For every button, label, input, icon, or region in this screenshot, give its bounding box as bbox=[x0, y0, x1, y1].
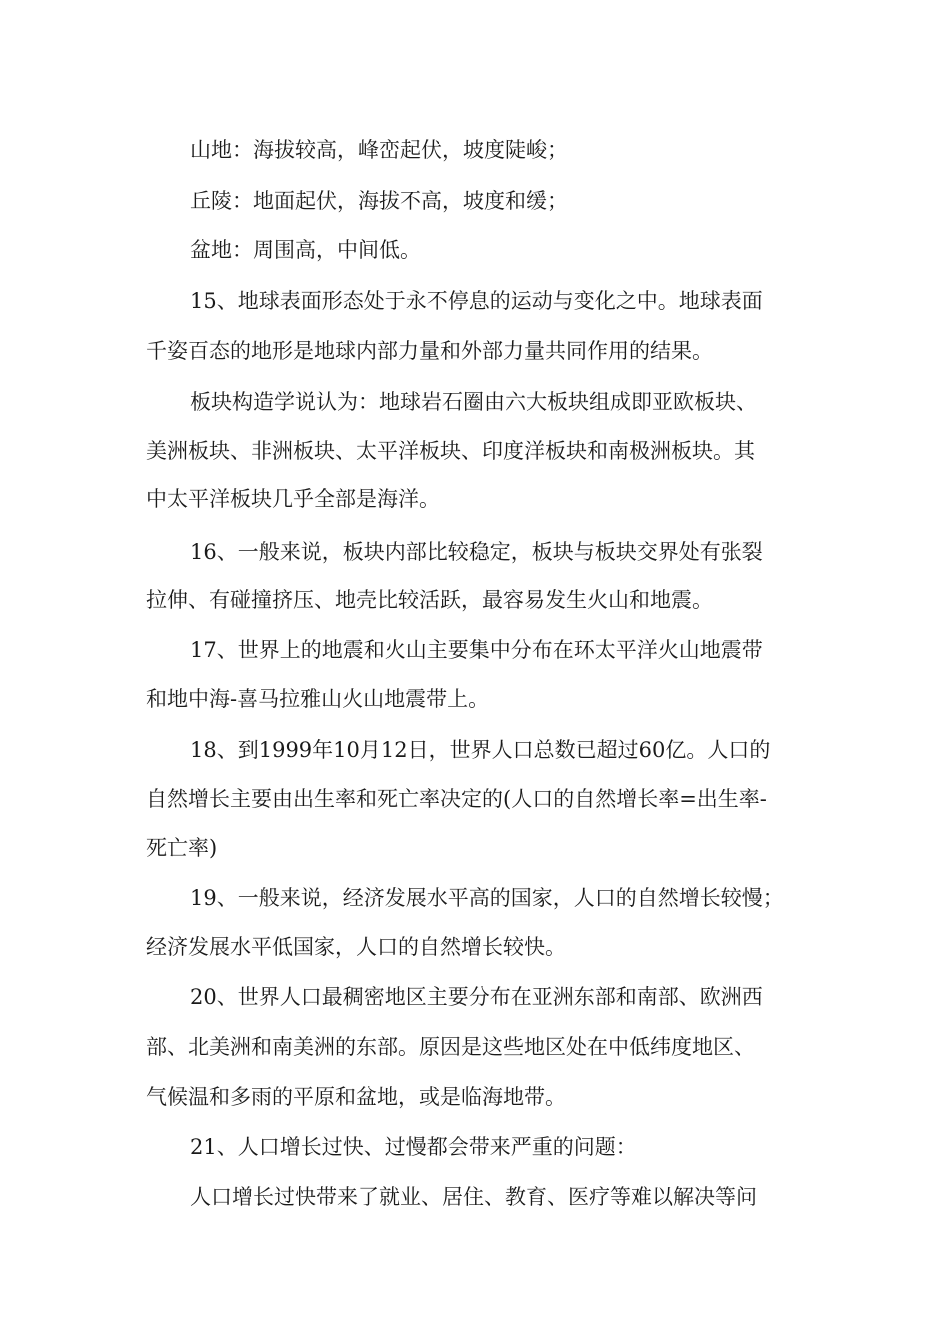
text-line: 拉伸、有碰撞挤压、地壳比较活跃，最容易发生火山和地震。 bbox=[146, 588, 713, 612]
text-line: 死亡率) bbox=[146, 836, 218, 860]
text-line: 气候温和多雨的平原和盆地，或是临海地带。 bbox=[146, 1085, 566, 1109]
text-line: 20、世界人口最稠密地区主要分布在亚洲东部和南部、欧洲西 bbox=[190, 985, 763, 1009]
text-line: 千姿百态的地形是地球内部力量和外部力量共同作用的结果。 bbox=[146, 339, 713, 363]
text-line: 经济发展水平低国家，人口的自然增长较快。 bbox=[146, 935, 566, 959]
text-line: 自然增长主要由出生率和死亡率决定的(人口的自然增长率=出生率- bbox=[146, 787, 767, 811]
text-line: 18、到1999年10月12日，世界人口总数已超过60亿。人口的 bbox=[190, 738, 771, 762]
text-line: 盆地：周围高，中间低。 bbox=[190, 238, 421, 262]
text-line: 人口增长过快带来了就业、居住、教育、医疗等难以解决等问 bbox=[190, 1185, 757, 1209]
text-line: 21、人口增长过快、过慢都会带来严重的问题： bbox=[190, 1135, 637, 1159]
text-line: 板块构造学说认为：地球岩石圈由六大板块组成即亚欧板块、 bbox=[190, 390, 757, 414]
text-line: 19、一般来说，经济发展水平高的国家，人口的自然增长较慢； bbox=[190, 886, 784, 910]
text-line: 部、北美洲和南美洲的东部。原因是这些地区处在中低纬度地区、 bbox=[146, 1035, 755, 1059]
text-line: 美洲板块、非洲板块、太平洋板块、印度洋板块和南极洲板块。其 bbox=[146, 439, 755, 463]
text-line: 15、地球表面形态处于永不停息的运动与变化之中。地球表面 bbox=[190, 289, 763, 313]
text-line: 17、世界上的地震和火山主要集中分布在环太平洋火山地震带 bbox=[190, 638, 763, 662]
text-line: 16、一般来说，板块内部比较稳定，板块与板块交界处有张裂 bbox=[190, 540, 763, 564]
text-line: 和地中海-喜马拉雅山火山地震带上。 bbox=[146, 687, 490, 711]
text-line: 山地：海拔较高，峰峦起伏，坡度陡峻； bbox=[190, 138, 568, 162]
text-line: 丘陵：地面起伏，海拔不高，坡度和缓； bbox=[190, 189, 568, 213]
text-line: 中太平洋板块几乎全部是海洋。 bbox=[146, 487, 440, 511]
